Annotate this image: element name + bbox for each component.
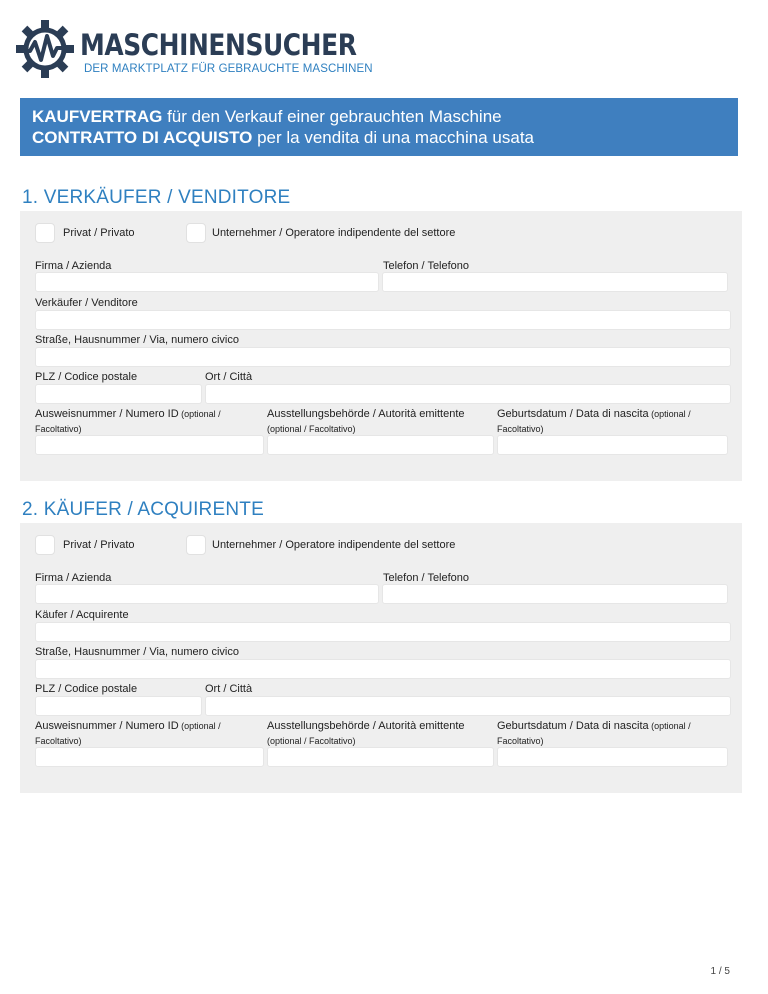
buyer-id-optional: (optional / (178, 721, 221, 731)
seller-id-input[interactable] (35, 435, 264, 455)
seller-business-label: Unternehmer / Operatore indipendente del settore (212, 227, 456, 239)
seller-panel (20, 211, 742, 481)
buyer-authority-optional: (optional / Facoltativo) (267, 736, 356, 746)
buyer-phone-label: Telefon / Telefono (383, 572, 470, 584)
seller-street-input[interactable] (35, 347, 731, 367)
buyer-business-checkbox[interactable] (186, 535, 206, 555)
title-line-it (32, 127, 726, 148)
buyer-birth-optional-2: Facoltativo) (497, 736, 544, 746)
buyer-phone-input[interactable] (382, 584, 728, 604)
seller-street-label: Straße, Hausnummer / Via, numero civico (35, 334, 239, 346)
seller-person-label: Verkäufer / Venditore (35, 297, 138, 309)
seller-private-checkbox[interactable] (35, 223, 55, 243)
section-title-buyer: 2. KÄUFER / ACQUIRENTE (22, 499, 264, 520)
seller-zip-label: PLZ / Codice postale (35, 371, 138, 383)
title-it-rest: per la vendita di una macchina usata (252, 128, 534, 147)
seller-type-row (35, 223, 635, 243)
page-number: 1 / 5 (710, 966, 730, 977)
section-title-seller: 1. VERKÄUFER / VENDITORE (22, 187, 291, 208)
title-banner (20, 98, 738, 156)
logo (14, 16, 434, 82)
buyer-person-label: Käufer / Acquirente (35, 609, 129, 621)
buyer-authority-label: Ausstellungsbehörde / Autorità emittente (267, 720, 465, 732)
buyer-birth-optional: (optional / (648, 721, 691, 731)
buyer-birth-label (497, 720, 691, 732)
title-line-de (32, 106, 726, 127)
buyer-street-label: Straße, Hausnummer / Via, numero civico (35, 646, 239, 658)
seller-private-label: Privat / Privato (63, 227, 135, 239)
buyer-type-row (35, 535, 635, 555)
buyer-business-label: Unternehmer / Operatore indipendente del settore (212, 539, 456, 551)
seller-id-optional: (optional / (178, 409, 221, 419)
seller-birth-input[interactable] (497, 435, 728, 455)
brand-name: MASCHINENSUCHER (80, 28, 357, 62)
buyer-private-label: Privat / Privato (63, 539, 135, 551)
seller-authority-optional: (optional / Facoltativo) (267, 424, 356, 434)
buyer-zip-label: PLZ / Codice postale (35, 683, 138, 695)
buyer-street-input[interactable] (35, 659, 731, 679)
seller-city-input[interactable] (205, 384, 731, 404)
seller-company-input[interactable] (35, 272, 379, 292)
seller-phone-label: Telefon / Telefono (383, 260, 470, 272)
buyer-city-label: Ort / Città (205, 683, 253, 695)
buyer-company-label: Firma / Azienda (35, 572, 112, 584)
title-de-rest: für den Verkauf einer gebrauchten Maschine (162, 107, 502, 126)
buyer-birth-input[interactable] (497, 747, 728, 767)
seller-zip-input[interactable] (35, 384, 202, 404)
seller-authority-label: Ausstellungsbehörde / Autorità emittente (267, 408, 465, 420)
seller-city-label: Ort / Città (205, 371, 253, 383)
buyer-zip-input[interactable] (35, 696, 202, 716)
buyer-id-input[interactable] (35, 747, 264, 767)
seller-name-input[interactable] (35, 310, 731, 330)
buyer-name-input[interactable] (35, 622, 731, 642)
seller-birth-optional: (optional / (648, 409, 691, 419)
buyer-private-checkbox[interactable] (35, 535, 55, 555)
seller-birth-optional-2: Facoltativo) (497, 424, 544, 434)
seller-birth-label-text: Geburtsdatum / Data di nascita (497, 408, 649, 420)
buyer-id-label (35, 720, 221, 732)
brand-tagline: DER MARKTPLATZ FÜR GEBRAUCHTE MASCHINEN (84, 63, 373, 75)
buyer-city-input[interactable] (205, 696, 731, 716)
buyer-birth-label-text: Geburtsdatum / Data di nascita (497, 720, 649, 732)
seller-birth-label (497, 408, 691, 420)
seller-business-checkbox[interactable] (186, 223, 206, 243)
buyer-company-input[interactable] (35, 584, 379, 604)
seller-authority-input[interactable] (267, 435, 494, 455)
buyer-panel (20, 523, 742, 793)
seller-id-label-text: Ausweisnummer / Numero ID (35, 408, 179, 420)
buyer-id-optional-2: Facoltativo) (35, 736, 82, 746)
seller-id-optional-2: Facoltativo) (35, 424, 82, 434)
title-de-bold: KAUFVERTRAG (32, 107, 163, 126)
seller-phone-input[interactable] (382, 272, 728, 292)
seller-company-label: Firma / Azienda (35, 260, 112, 272)
title-it-bold: CONTRATTO DI ACQUISTO (32, 128, 253, 147)
gear-heartbeat-icon (14, 18, 76, 80)
buyer-id-label-text: Ausweisnummer / Numero ID (35, 720, 179, 732)
buyer-authority-input[interactable] (267, 747, 494, 767)
seller-id-label (35, 408, 221, 420)
